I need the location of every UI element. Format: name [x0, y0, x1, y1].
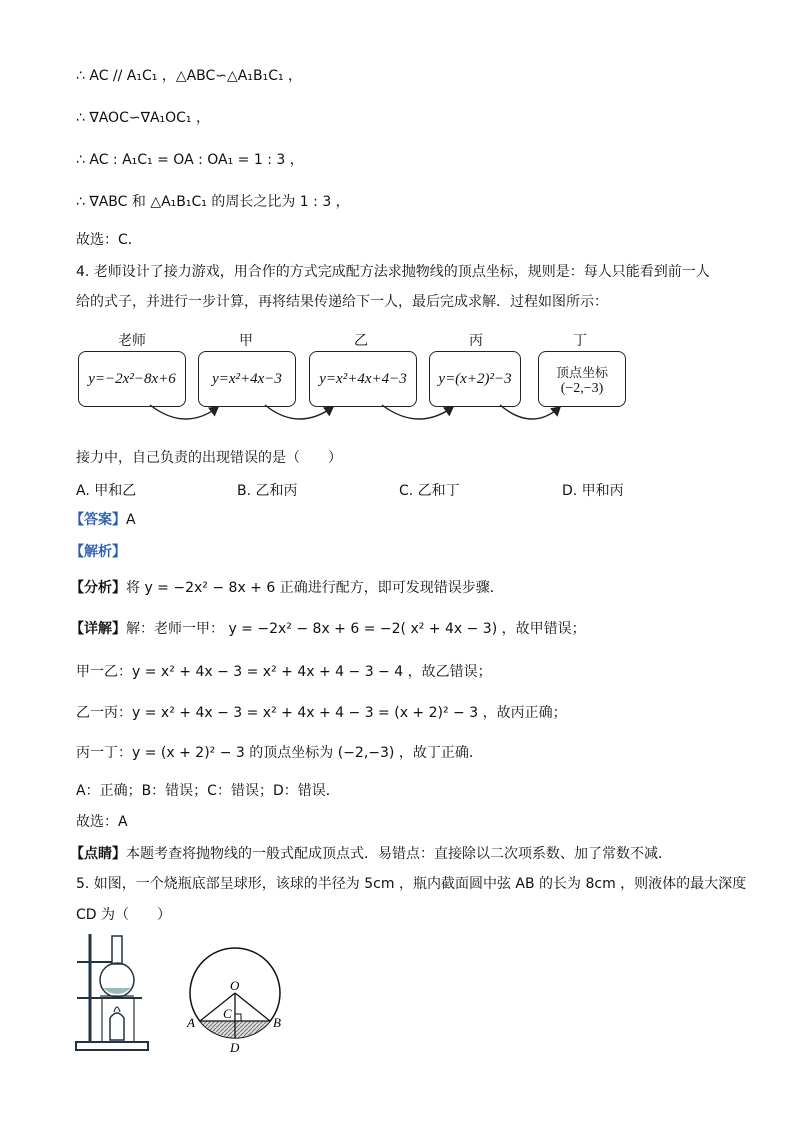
- analysis-tag: 【解析】: [70, 544, 126, 560]
- relay-role-jia: 甲: [239, 333, 253, 349]
- relay-arrow-3: [382, 405, 453, 419]
- relay-box-yi: [309, 351, 417, 407]
- relay-role-yi: 乙: [354, 333, 368, 349]
- answer-value: A: [126, 512, 136, 528]
- q4-step-3: 乙一丙：y = x² + 4x − 3 = x² + 4x + 4 − 3 = (x + 2)² − 3 ，故丙正确；: [76, 705, 567, 721]
- q4-answer: [70, 510, 136, 530]
- q4-option-d: D. 甲和丙: [562, 483, 624, 499]
- relay-box-bing: [429, 351, 521, 407]
- flask-apparatus-illustration: [72, 930, 162, 1055]
- label-b: B: [273, 1015, 281, 1030]
- relay-role-bing: 丙: [469, 333, 483, 349]
- q4-xiangjie: [70, 619, 586, 639]
- q4-step-2: 甲一乙：y = x² + 4x − 3 = x² + 4x + 4 − 3 − 4 ，故乙错误；: [76, 664, 492, 680]
- dianjing-tag: 【点睛】: [70, 846, 126, 862]
- relay-role-ding: 丁: [573, 333, 587, 349]
- relay-box-teacher: [78, 351, 186, 407]
- q4-stem-line-1: 4. 老师设计了接力游戏，用合作的方式完成配方法求抛物线的顶点坐标，规则是：每人只能看到前一人: [76, 264, 710, 280]
- q4-judge: A：正确；B：错误；C：错误；D：错误．: [76, 783, 340, 799]
- q4-option-a: A. 甲和乙: [76, 483, 137, 499]
- xiangjie-text: 解：老师一甲： y = −2x² − 8x + 6 = −2( x² + 4x − 3) ，故甲错误；: [126, 621, 586, 637]
- q4-question: 接力中，自己负责的出现错误的是（ ）: [76, 450, 342, 466]
- relay-box-ding: [538, 351, 626, 407]
- q4-option-c: C. 乙和丁: [399, 483, 460, 499]
- q4-option-b: B. 乙和丙: [237, 483, 298, 499]
- relay-expr-teacher: y=−2x²−8x+6: [88, 370, 176, 387]
- q4-step-4: 丙一丁：y = (x + 2)² − 3 的顶点坐标为 (−2,−3) ，故丁正确．: [76, 745, 483, 761]
- relay-expr-ding-value: (−2,−3): [560, 380, 604, 396]
- fenxi-tag: 【分析】: [70, 580, 126, 596]
- solution-line-1: ∴ AC // A₁C₁ ，△ABC∽△A₁B₁C₁ ，: [76, 68, 303, 84]
- relay-arrow-2: [265, 405, 333, 419]
- q4-conclusion: 故选：A: [76, 814, 128, 830]
- relay-role-teacher: 老师: [118, 333, 146, 349]
- answer-tag: 【答案】: [70, 512, 126, 528]
- q4-dianjing: [70, 844, 672, 864]
- relay-expr-jia: y=x²+4x−3: [212, 370, 282, 387]
- relay-expr-ding-title: 顶点坐标: [555, 365, 608, 381]
- relay-arrow-4: [500, 405, 560, 419]
- q5-stem-line-1: 5. 如图，一个烧瓶底部呈球形，该球的半径为 5cm ，瓶内截面圆中弦 AB 的长为 8cm ，则液体的最大深度: [76, 876, 747, 892]
- q4-analysis-heading: [70, 542, 126, 562]
- relay-expr-yi: y=x²+4x+4−3: [319, 370, 407, 387]
- label-d: D: [230, 1040, 240, 1055]
- relay-box-jia: [198, 351, 296, 407]
- relay-arrow-1: [150, 405, 218, 419]
- q5-stem-line-2: CD 为（ ）: [76, 907, 172, 923]
- circle-section-diagram: [180, 928, 300, 1058]
- q4-stem-line-2: 给的式子，并进行一步计算，再将结果传递给下一人，最后完成求解．过程如图所示：: [76, 294, 608, 310]
- xiangjie-tag: 【详解】: [70, 621, 126, 637]
- q4-fenxi: [70, 578, 504, 598]
- label-c: C: [223, 1006, 232, 1021]
- solution-line-4: ∴ ∇ABC 和 △A₁B₁C₁ 的周长之比为 1 : 3 ，: [76, 194, 350, 210]
- label-a: A: [187, 1015, 195, 1030]
- solution-line-5: 故选：C．: [76, 232, 142, 248]
- solution-line-3: ∴ AC : A₁C₁ = OA : OA₁ = 1 : 3 ，: [76, 152, 304, 168]
- dianjing-text: 本题考查将抛物线的一般式配成顶点式．易错点：直接除以二次项系数、加了常数不减．: [126, 846, 672, 862]
- fenxi-text: 将 y = −2x² − 8x + 6 正确进行配方，即可发现错误步骤．: [126, 580, 504, 596]
- label-o: O: [230, 978, 240, 993]
- relay-expr-bing: y=(x+2)²−3: [438, 370, 512, 387]
- solution-line-2: ∴ ∇AOC∽∇A₁OC₁ ，: [76, 110, 210, 126]
